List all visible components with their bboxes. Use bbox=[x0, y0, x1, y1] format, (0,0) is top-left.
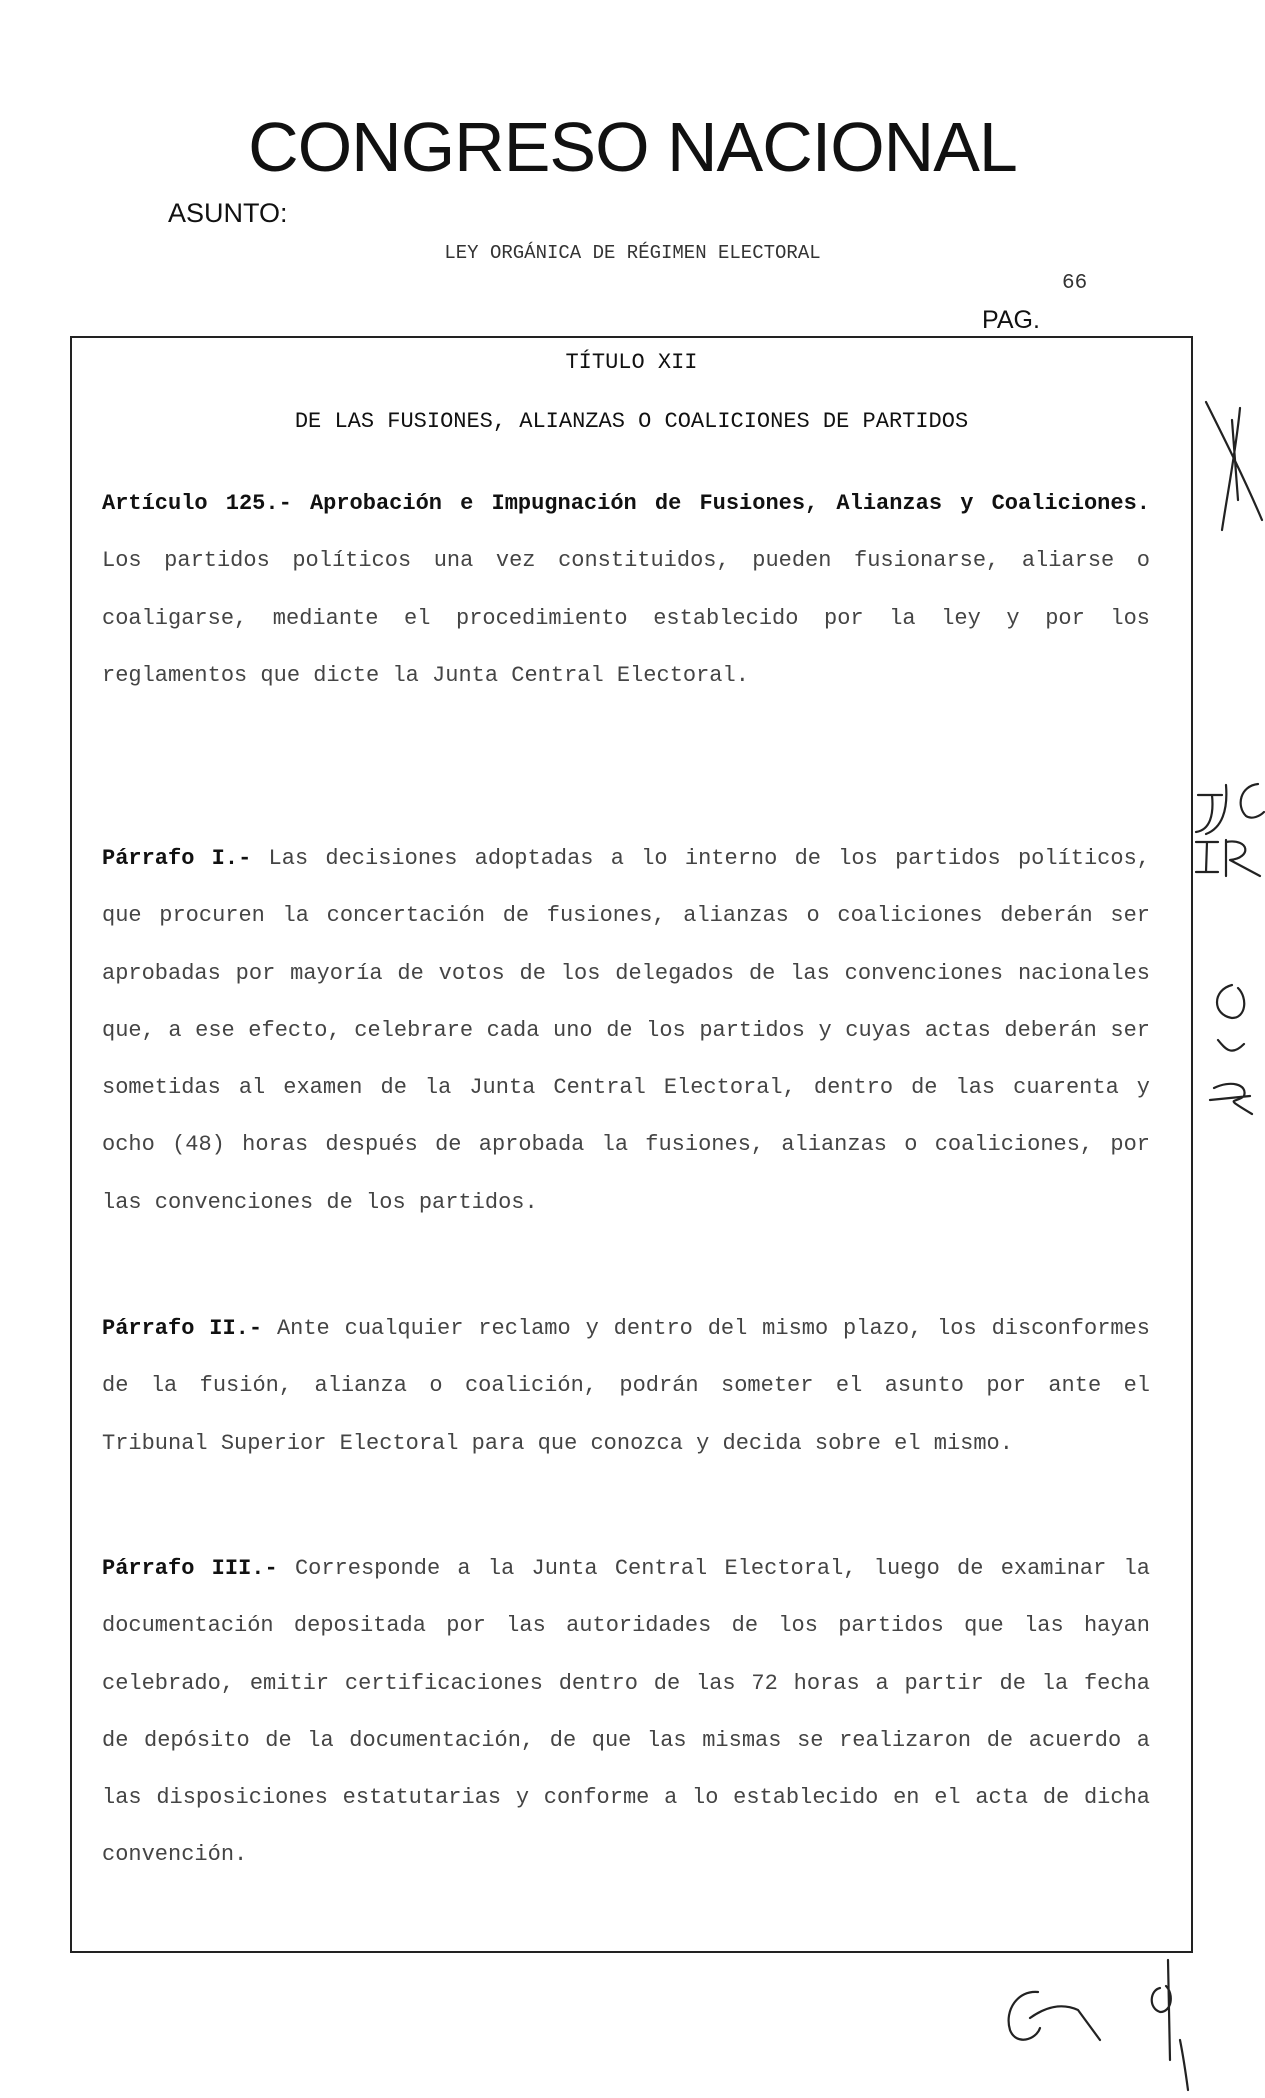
paragraph-heading: Párrafo I.- bbox=[102, 846, 252, 871]
document-subject: LEY ORGÁNICA DE RÉGIMEN ELECTORAL bbox=[444, 242, 821, 264]
initials-ir-mark bbox=[1196, 840, 1260, 876]
paragraph-text: Las decisiones adoptadas a lo interno de los partidos políticos, que procuren la concertación de fusiones, alianzas o coaliciones deberán ser aprobadas por mayoría de votos de los delegados de las convenciones nacionales que, a ese efecto, celebrare cada uno de los partidos y cuyas actas deberán ser sometidas al examen de la Junta Central Electoral, dentro de las cuarenta y ocho (48) horas después de aprobada la fusiones, alianzas o coaliciones, por las convenciones de los partidos. bbox=[102, 846, 1150, 1215]
paragraph-text: Corresponde a la Junta Central Electoral, luego de examinar la documentación depositada por las autoridades de los partidos que las hayan celebrado, emitir certificaciones dentro de las 72 horas a partir de la fecha de depósito de la documentación, de que las mismas se realizaron de acuerdo a las disposiciones estatutarias y conforme a lo establecido en el acta de dicha convención. bbox=[102, 1556, 1150, 1868]
title-subheading: DE LAS FUSIONES, ALIANZAS O COALICIONES DE PARTIDOS bbox=[294, 409, 969, 434]
paragraph-heading: Párrafo II.- bbox=[102, 1316, 263, 1341]
paragraph-heading: Párrafo III.- bbox=[102, 1556, 278, 1581]
article-heading: Artículo 125.- Aprobación e Impugnación de Fusiones, Alianzas y Coaliciones. bbox=[102, 491, 1150, 516]
page-number: 66 bbox=[1062, 272, 1088, 295]
page-label: PAG. bbox=[982, 306, 1040, 334]
institution-name: CONGRESO NACIONAL bbox=[248, 108, 1017, 186]
initials-jjc-mark bbox=[1196, 784, 1264, 834]
signature-mark bbox=[1009, 1960, 1188, 2090]
article-text: Los partidos políticos una vez constituidos, pueden fusionarse, aliarse o coaligarse, mediante el procedimiento establecido por la ley y por los reglamentos que dicte la Junta Central Electoral. bbox=[102, 548, 1150, 688]
handwritten-x-mark bbox=[1206, 402, 1262, 530]
title-heading: TÍTULO XII bbox=[565, 350, 698, 375]
paragraph-text: Ante cualquier reclamo y dentro del mismo plazo, los disconformes de la fusión, alianza o coalición, podrán someter el asunto por ante el Tribunal Superior Electoral para que conozca y decida sobre el mismo. bbox=[102, 1316, 1150, 1456]
asunto-label: ASUNTO: bbox=[168, 198, 288, 228]
initials-vertical-mark bbox=[1210, 985, 1252, 1114]
